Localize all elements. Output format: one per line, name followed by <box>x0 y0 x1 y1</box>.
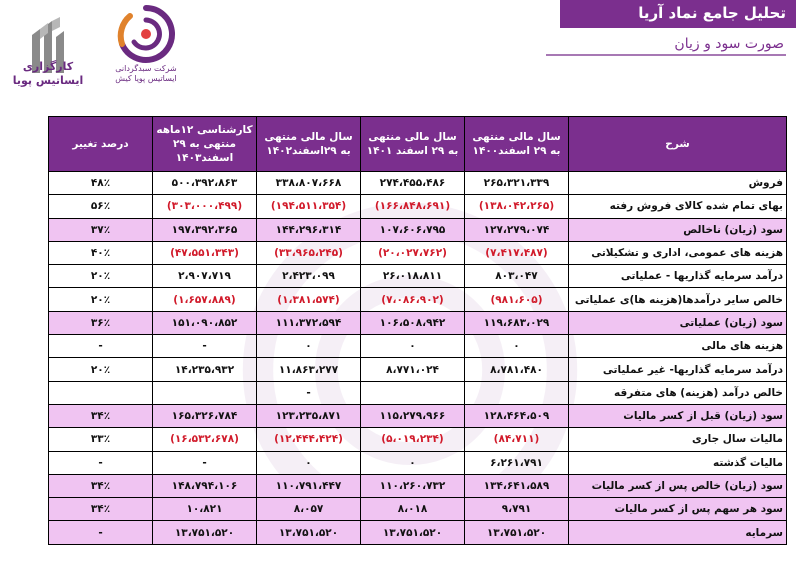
header-year-1402: سال مالی منتهی به ۲۹اسفند۱۴۰۲ <box>257 117 361 172</box>
value-1401-cell: (۵،۰۱۹،۲۳۴) <box>361 428 465 451</box>
value-1401-cell <box>361 381 465 404</box>
value-1400-cell: ۲۶۵،۳۲۱،۳۳۹ <box>465 172 569 195</box>
change-percent-cell: ۲۰٪ <box>49 265 153 288</box>
value-1402-cell: ۱۱۱،۳۷۲،۵۹۴ <box>257 311 361 334</box>
value-1401-cell: ۱۰۷،۶۰۶،۷۹۵ <box>361 218 465 241</box>
value-1400-cell: ۱۲۸،۴۶۴،۵۰۹ <box>465 404 569 427</box>
value-1403-cell: ۵۰۰،۳۹۲،۸۶۳ <box>153 172 257 195</box>
row-label: هزینه های عمومی، اداری و تشکیلاتی <box>569 241 787 264</box>
brokerage-logo-text: کارگزاری ایساتیس پویا <box>12 60 84 87</box>
header-change-percent: درصد تغییر <box>49 117 153 172</box>
header-description: شرح <box>569 117 787 172</box>
value-1402-cell: ۰ <box>257 335 361 358</box>
value-1403-cell: ۱۴،۲۳۵،۹۳۲ <box>153 358 257 381</box>
value-1400-cell: (۷،۴۱۷،۴۸۷) <box>465 241 569 264</box>
table-row <box>49 218 787 241</box>
row-label: خالص درآمد (هزینه) های متفرقه <box>569 381 787 404</box>
change-percent-cell: ۵۶٪ <box>49 195 153 218</box>
change-percent-cell: ۳۴٪ <box>49 498 153 521</box>
row-label: سود هر سهم پس از کسر مالیات <box>569 498 787 521</box>
value-1400-cell: ۱۳۴،۶۴۱،۵۸۹ <box>465 474 569 497</box>
table-row <box>49 241 787 264</box>
table-row <box>49 195 787 218</box>
value-1402-cell: ۱۳،۷۵۱،۵۲۰ <box>257 521 361 544</box>
value-1400-cell: ۸،۷۸۱،۴۸۰ <box>465 358 569 381</box>
value-1401-cell: ۲۷۴،۴۵۵،۴۸۶ <box>361 172 465 195</box>
table-row <box>49 172 787 195</box>
change-percent-cell <box>49 381 153 404</box>
value-1403-cell: ۱۴۸،۷۹۴،۱۰۶ <box>153 474 257 497</box>
value-1403-cell: ۲،۹۰۷،۷۱۹ <box>153 265 257 288</box>
value-1400-cell <box>465 381 569 404</box>
change-percent-cell: ۳۳٪ <box>49 428 153 451</box>
page-title: تحلیل جامع نماد آریا <box>638 4 786 22</box>
value-1401-cell: (۱۶۶،۸۴۸،۶۹۱) <box>361 195 465 218</box>
value-1403-cell: - <box>153 451 257 474</box>
table-row <box>49 428 787 451</box>
table-row <box>49 265 787 288</box>
fund-manager-logo-icon <box>116 4 176 64</box>
value-1402-cell: (۱۲،۴۴۴،۴۲۴) <box>257 428 361 451</box>
value-1401-cell: ۱۳،۷۵۱،۵۲۰ <box>361 521 465 544</box>
value-1402-cell: ۱۴۴،۲۹۶،۳۱۴ <box>257 218 361 241</box>
title-bar <box>560 0 796 28</box>
header-year-1400: سال مالی منتهی به ۲۹ اسفند۱۴۰۰ <box>465 117 569 172</box>
change-percent-cell: ۳۶٪ <box>49 311 153 334</box>
value-1403-cell: (۱،۶۵۷،۸۸۹) <box>153 288 257 311</box>
value-1400-cell: ۱۳،۷۵۱،۵۲۰ <box>465 521 569 544</box>
table-row <box>49 288 787 311</box>
row-label: سود (زیان) عملیاتی <box>569 311 787 334</box>
change-percent-cell: ۳۴٪ <box>49 474 153 497</box>
value-1403-cell: (۱۶،۵۳۲،۶۷۸) <box>153 428 257 451</box>
change-percent-cell: - <box>49 521 153 544</box>
value-1403-cell: ۱۹۷،۳۹۲،۳۶۵ <box>153 218 257 241</box>
header-forecast-1403: کارشناسی ۱۲ماهه منتهی به ۲۹ اسفند۱۴۰۳ <box>153 117 257 172</box>
value-1402-cell: ۱۲۳،۲۳۵،۸۷۱ <box>257 404 361 427</box>
row-label: سرمایه <box>569 521 787 544</box>
row-label: خالص سایر درآمدها(هزینه ها)ی عملیاتی <box>569 288 787 311</box>
table-row <box>49 311 787 334</box>
value-1402-cell: (۱،۳۸۱،۵۷۴) <box>257 288 361 311</box>
row-label: درآمد سرمایه گذاریها - عملیاتی <box>569 265 787 288</box>
value-1402-cell: ۸،۰۵۷ <box>257 498 361 521</box>
value-1401-cell: ۱۰۶،۵۰۸،۹۴۲ <box>361 311 465 334</box>
value-1401-cell: ۱۱۰،۲۶۰،۷۳۲ <box>361 474 465 497</box>
change-percent-cell: - <box>49 451 153 474</box>
value-1401-cell: ۱۱۵،۲۷۹،۹۶۶ <box>361 404 465 427</box>
value-1403-cell: ۱۵۱،۰۹۰،۸۵۲ <box>153 311 257 334</box>
change-percent-cell: ۳۷٪ <box>49 218 153 241</box>
value-1402-cell: - <box>257 381 361 404</box>
change-percent-cell: ۴۸٪ <box>49 172 153 195</box>
value-1402-cell: ۳۳۸،۸۰۷،۶۶۸ <box>257 172 361 195</box>
table-row <box>49 358 787 381</box>
table-row <box>49 521 787 544</box>
value-1403-cell: ۱۶۵،۳۲۶،۷۸۴ <box>153 404 257 427</box>
value-1402-cell: (۳۳،۹۶۵،۲۴۵) <box>257 241 361 264</box>
fund-manager-logo-text: شرکت سبدگردانی ایساتیس پویا کیش <box>115 64 177 83</box>
value-1401-cell: ۸،۰۱۸ <box>361 498 465 521</box>
table-row <box>49 381 787 404</box>
value-1400-cell: ۶،۲۶۱،۷۹۱ <box>465 451 569 474</box>
table-row <box>49 451 787 474</box>
table-row <box>49 498 787 521</box>
value-1402-cell: ۱۱،۸۶۳،۲۷۷ <box>257 358 361 381</box>
value-1403-cell: ۱۰،۸۲۱ <box>153 498 257 521</box>
value-1403-cell: ۱۳،۷۵۱،۵۲۰ <box>153 521 257 544</box>
row-label: سود (زیان) خالص پس از کسر مالیات <box>569 474 787 497</box>
value-1403-cell <box>153 381 257 404</box>
value-1400-cell: ۸۰۳،۰۴۷ <box>465 265 569 288</box>
value-1401-cell: ۰ <box>361 335 465 358</box>
value-1400-cell: (۱۳۸،۰۴۲،۲۶۵) <box>465 195 569 218</box>
change-percent-cell: ۴۰٪ <box>49 241 153 264</box>
table-row <box>49 335 787 358</box>
row-label: سود (زیان) ناخالص <box>569 218 787 241</box>
change-percent-cell: - <box>49 335 153 358</box>
table-row <box>49 404 787 427</box>
value-1400-cell: (۸۴،۷۱۱) <box>465 428 569 451</box>
value-1401-cell: ۰ <box>361 451 465 474</box>
value-1400-cell: ۰ <box>465 335 569 358</box>
value-1400-cell: ۹،۷۹۱ <box>465 498 569 521</box>
value-1402-cell: (۱۹۴،۵۱۱،۳۵۴) <box>257 195 361 218</box>
row-label: هزینه های مالی <box>569 335 787 358</box>
change-percent-cell: ۲۰٪ <box>49 288 153 311</box>
value-1401-cell: (۲۰،۰۲۷،۷۶۲) <box>361 241 465 264</box>
value-1402-cell: ۱۱۰،۷۹۱،۴۴۷ <box>257 474 361 497</box>
value-1401-cell: ۲۶،۰۱۸،۸۱۱ <box>361 265 465 288</box>
value-1400-cell: (۹۸۱،۶۰۵) <box>465 288 569 311</box>
table-row <box>49 474 787 497</box>
row-label: درآمد سرمایه گذاریها- غیر عملیاتی <box>569 358 787 381</box>
row-label: بهای تمام شده کالای فروش رفته <box>569 195 787 218</box>
page-subtitle: صورت سود و زیان <box>674 36 784 52</box>
row-label: فروش <box>569 172 787 195</box>
value-1400-cell: ۱۲۷،۲۷۹،۰۷۴ <box>465 218 569 241</box>
value-1400-cell: ۱۱۹،۶۸۳،۰۲۹ <box>465 311 569 334</box>
table-header-row <box>49 117 787 172</box>
header-divider <box>546 54 786 56</box>
change-percent-cell: ۲۰٪ <box>49 358 153 381</box>
change-percent-cell: ۳۴٪ <box>49 404 153 427</box>
value-1401-cell: ۸،۷۷۱،۰۲۴ <box>361 358 465 381</box>
row-label: سود (زیان) قبل از کسر مالیات <box>569 404 787 427</box>
value-1403-cell: (۳۰۳،۰۰۰،۴۹۹) <box>153 195 257 218</box>
value-1402-cell: ۰ <box>257 451 361 474</box>
value-1403-cell: (۴۷،۵۵۱،۳۴۳) <box>153 241 257 264</box>
row-label: مالیات گذشته <box>569 451 787 474</box>
value-1403-cell: - <box>153 335 257 358</box>
header-year-1401: سال مالی منتهی به ۲۹ اسفند ۱۴۰۱ <box>361 117 465 172</box>
row-label: مالیات سال جاری <box>569 428 787 451</box>
value-1402-cell: ۲،۴۲۳،۰۹۹ <box>257 265 361 288</box>
value-1401-cell: (۷،۰۸۶،۹۰۲) <box>361 288 465 311</box>
income-statement-table <box>48 116 787 545</box>
